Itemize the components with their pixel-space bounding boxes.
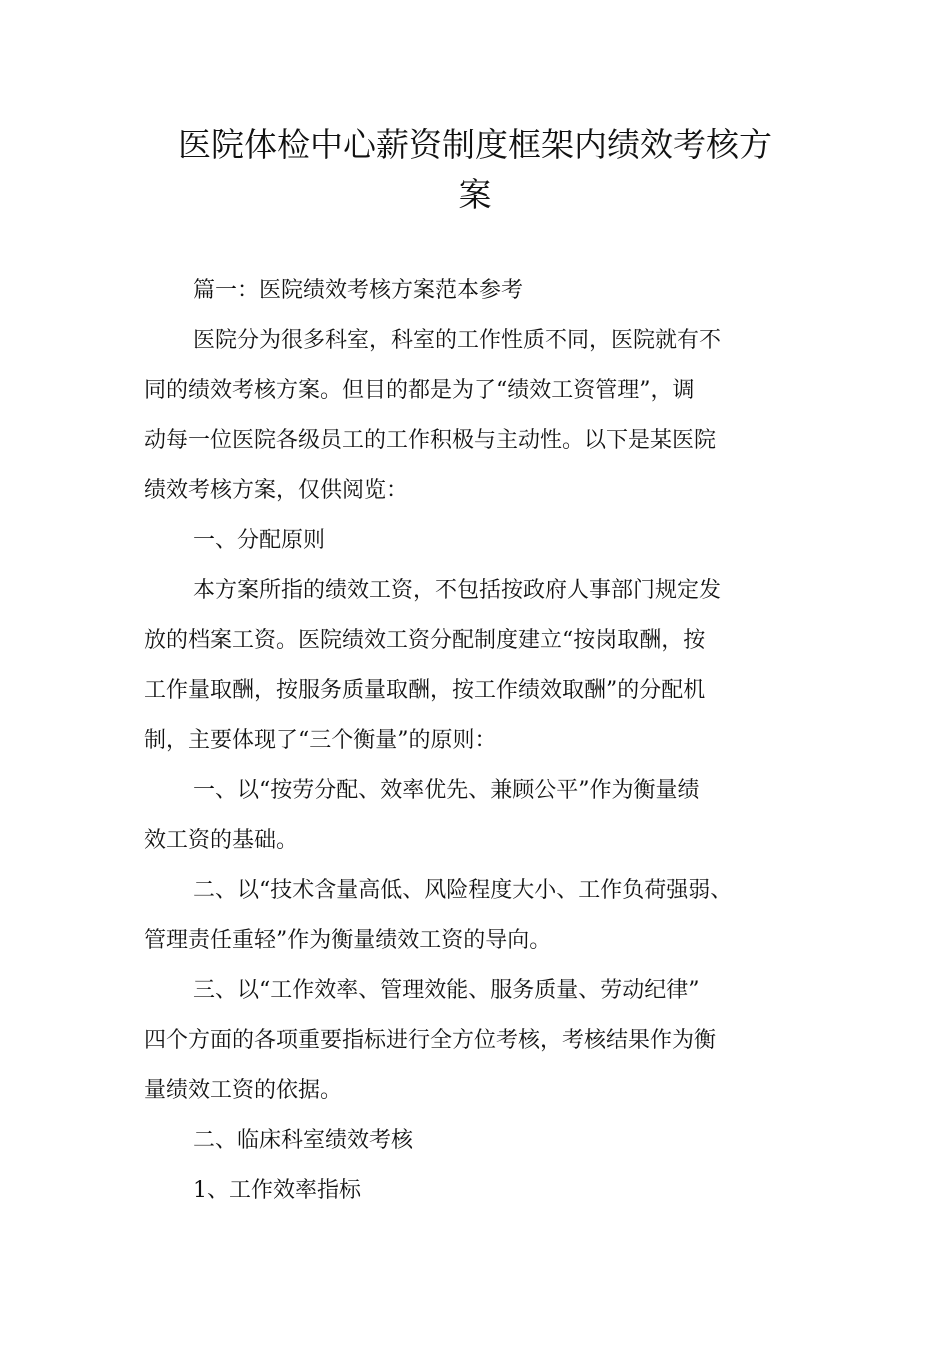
body-line: 绩效考核方案，仅供阅览： bbox=[144, 478, 409, 503]
subsection-heading: 1、工作效率指标 bbox=[193, 1178, 361, 1203]
document-title-line-2: 案 bbox=[458, 175, 492, 214]
body-line: 本方案所指的绩效工资，不包括按政府人事部门规定发 bbox=[193, 578, 722, 603]
body-line: 工作量取酬，按服务质量取酬，按工作绩效取酬”的分配机 bbox=[144, 678, 706, 703]
section-heading: 二、临床科室绩效考核 bbox=[193, 1128, 414, 1153]
body-line: 一、以“按劳分配、效率优先、兼顾公平”作为衡量绩 bbox=[193, 778, 700, 803]
body-line: 二、以“技术含量高低、风险程度大小、工作负荷强弱、 bbox=[193, 878, 733, 903]
body-line: 制，主要体现了“三个衡量”的原则： bbox=[144, 728, 497, 753]
body-line: 放的档案工资。医院绩效工资分配制度建立“按岗取酬，按 bbox=[144, 628, 706, 653]
body-line: 效工资的基础。 bbox=[144, 828, 299, 853]
body-line: 量绩效工资的依据。 bbox=[144, 1078, 343, 1103]
body-line: 同的绩效考核方案。但目的都是为了“绩效工资管理”，调 bbox=[144, 378, 695, 403]
body-line: 动每一位医院各级员工的工作积极与主动性。以下是某医院 bbox=[144, 428, 717, 453]
section-heading: 篇一：医院绩效考核方案范本参考 bbox=[193, 278, 524, 303]
body-line: 管理责任重轻”作为衡量绩效工资的导向。 bbox=[144, 928, 552, 953]
section-heading: 一、分配原则 bbox=[193, 528, 326, 553]
document-title-line-1: 医院体检中心薪资制度框架内绩效考核方 bbox=[178, 125, 772, 164]
body-line: 四个方面的各项重要指标进行全方位考核，考核结果作为衡 bbox=[144, 1028, 717, 1053]
body-line: 医院分为很多科室，科室的工作性质不同，医院就有不 bbox=[193, 328, 722, 353]
body-line: 三、以“工作效率、管理效能、服务质量、劳动纪律” bbox=[193, 978, 700, 1003]
